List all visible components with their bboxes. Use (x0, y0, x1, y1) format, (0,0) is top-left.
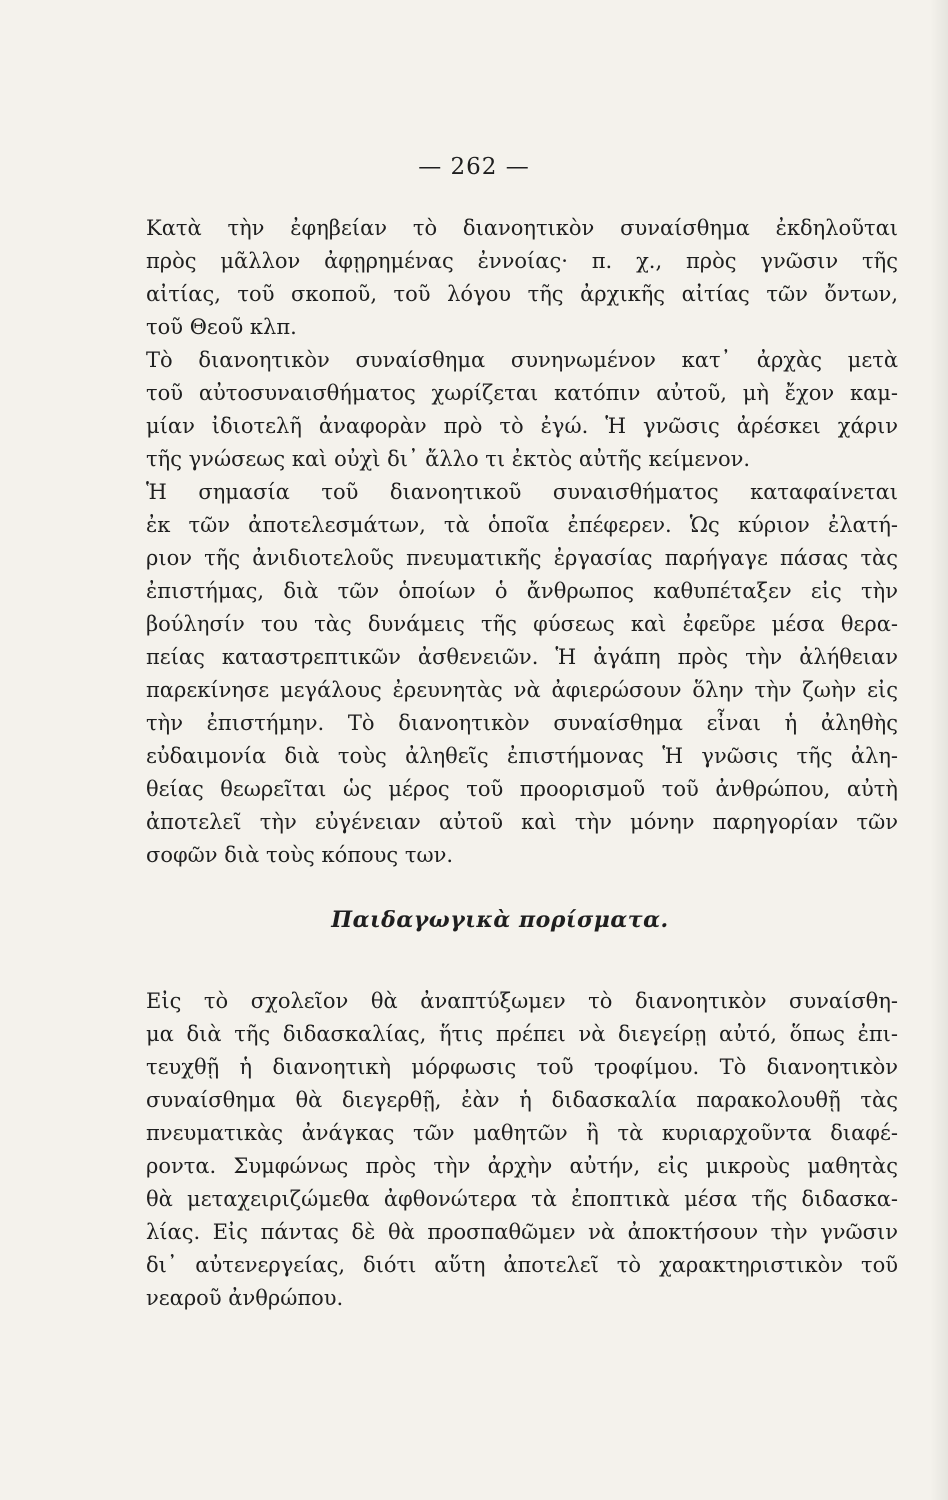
text-line: ροντα. Συμφώνως πρὸς τὴν ἀρχὴν αὐτήν, εἰς μικροὺς μαθητὰς (146, 1154, 898, 1178)
text-line: τῆς γνώσεως καὶ οὐχὶ δι᾽ ἄλλο τι ἐκτὸς αὐτῆς κείμενον. (146, 447, 751, 471)
section-heading: Παιδαγωγικὰ πορίσματα. (331, 907, 669, 933)
text-line: ἐπιστήμας, διὰ τῶν ὁποίων ὁ ἄνθρωπος καθυπέταξεν εἰς τὴν (146, 579, 898, 603)
text-line: τὴν ἐπιστήμην. Τὸ διανοητικὸν συναίσθημα εἶναι ἡ ἀληθὴς (146, 711, 898, 735)
text-line: πνευματικὰς ἀνάγκας τῶν μαθητῶν ἢ τὰ κυριαρχοῦντα διαφέ- (146, 1121, 898, 1145)
text-line: ἀποτελεῖ τὴν εὐγένειαν αὐτοῦ καὶ τὴν μόνην παρηγορίαν τῶν (146, 810, 898, 834)
text-line: μα διὰ τῆς διδασκαλίας, ἥτις πρέπει νὰ διεγείρῃ αὐτό, ὅπως ἐπι- (146, 1022, 898, 1046)
text-line: αἰτίας, τοῦ σκοποῦ, τοῦ λόγου τῆς ἀρχικῆς αἰτίας τῶν ὄντων, (146, 282, 898, 306)
text-line: θείας θεωρεῖται ὡς μέρος τοῦ προορισμοῦ τοῦ ἀνθρώπου, αὐτὴ (146, 777, 898, 801)
page-number: — 262 — (418, 154, 530, 180)
text-line: Κατὰ τὴν ἐφηβείαν τὸ διανοητικὸν συναίσθημα ἐκδηλοῦται (146, 216, 898, 240)
text-line: πρὸς μᾶλλον ἀφῃρημένας ἐννοίας· π. χ., πρὸς γνῶσιν τῆς (146, 249, 898, 273)
text-line: εὐδαιμονία διὰ τοὺς ἀληθεῖς ἐπιστήμονας Ἡ γνῶσις τῆς ἀλη- (146, 744, 898, 768)
text-line: τοῦ αὐτοσυναισθήματος χωρίζεται κατόπιν αὐτοῦ, μὴ ἔχον καμ- (146, 381, 898, 405)
text-line: δι᾽ αὐτενεργείας, διότι αὕτη ἀποτελεῖ τὸ χαρακτηριστικὸν τοῦ (146, 1253, 898, 1277)
text-line: παρεκίνησε μεγάλους ἐρευνητὰς νὰ ἀφιερώσουν ὅλην τὴν ζωὴν εἰς (146, 678, 898, 702)
text-line: πείας καταστρεπτικῶν ἀσθενειῶν. Ἡ ἀγάπη πρὸς τὴν ἀλήθειαν (146, 645, 898, 669)
text-line: ριον τῆς ἀνιδιοτελοῦς πνευματικῆς ἐργασίας παρήγαγε πάσας τὰς (146, 546, 898, 570)
body-text-block-1 (146, 212, 898, 872)
text-line: βούλησίν του τὰς δυνάμεις τῆς φύσεως καὶ ἐφεῦρε μέσα θερα- (146, 612, 898, 636)
text-line: συναίσθημα θὰ διεγερθῇ, ἐὰν ἡ διδασκαλία παρακολουθῇ τὰς (146, 1088, 898, 1112)
scan-edge-shadow (930, 0, 948, 1500)
text-line: Τὸ διανοητικὸν συναίσθημα συνηνωμένον κατ᾽ ἀρχὰς μετὰ (146, 348, 898, 372)
text-line: Ἡ σημασία τοῦ διανοητικοῦ συναισθήματος καταφαίνεται (146, 480, 898, 504)
text-line: θὰ μεταχειριζώμεθα ἀφθονώτερα τὰ ἐποπτικὰ μέσα τῆς διδασκα- (146, 1187, 898, 1211)
text-line: Εἰς τὸ σχολεῖον θὰ ἀναπτύξωμεν τὸ διανοητικὸν συναίσθη- (146, 989, 898, 1013)
text-line: σοφῶν διὰ τοὺς κόπους των. (146, 843, 454, 867)
text-line: τευχθῇ ἡ διανοητικὴ μόρφωσις τοῦ τροφίμου. Τὸ διανοητικὸν (146, 1055, 898, 1079)
text-line: μίαν ἰδιοτελῆ ἀναφορὰν πρὸ τὸ ἐγώ. Ἡ γνῶσις ἀρέσκει χάριν (146, 414, 898, 438)
text-line: τοῦ Θεοῦ κλπ. (146, 315, 297, 339)
body-text-block-2 (146, 985, 898, 1315)
text-line: νεαροῦ ἀνθρώπου. (146, 1286, 344, 1310)
text-line: ἐκ τῶν ἀποτελεσμάτων, τὰ ὁποῖα ἐπέφερεν. Ὡς κύριον ἐλατή- (146, 513, 898, 537)
text-line: λίας. Εἰς πάντας δὲ θὰ προσπαθῶμεν νὰ ἀποκτήσουν τὴν γνῶσιν (146, 1220, 898, 1244)
